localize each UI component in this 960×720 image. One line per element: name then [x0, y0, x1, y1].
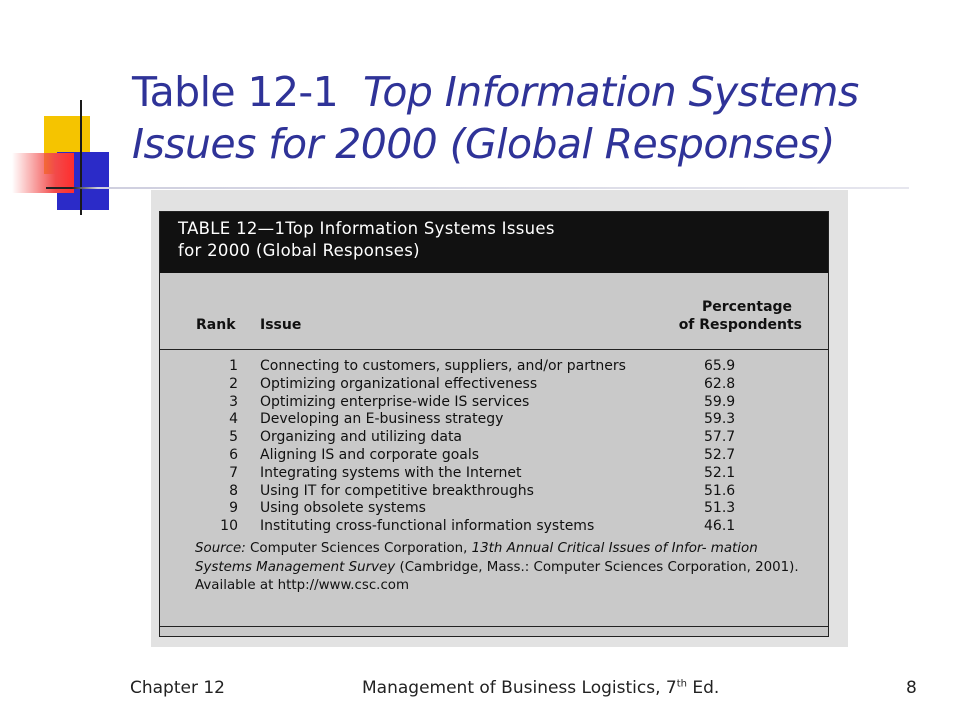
issue-cell: Using obsolete systems: [260, 500, 426, 517]
percentage-cell: 52.7: [704, 446, 736, 463]
table-row: [160, 358, 828, 376]
source-survey-title: 13th Annual Critical Issues of Infor- mation Systems Management Survey: [195, 541, 758, 575]
table-row: [160, 376, 828, 394]
footer-chapter: Chapter 12: [130, 678, 226, 698]
column-header-percentage-line2: of Respondents: [678, 317, 802, 333]
table-header-bar: [160, 212, 828, 273]
source-label: Source:: [195, 541, 246, 556]
rank-cell: 3: [229, 393, 238, 410]
table-row: [160, 394, 828, 412]
table-row: [160, 465, 828, 483]
percentage-cell: 62.8: [704, 375, 736, 392]
table-rule-bottom: [160, 626, 828, 627]
issue-cell: Organizing and utilizing data: [260, 429, 463, 446]
title-underline: [46, 187, 909, 189]
decor-vertical-line: [80, 100, 82, 215]
table-caption-line2: for 2000 (Global Responses): [178, 241, 420, 260]
percentage-cell: 65.9: [704, 358, 736, 374]
table-row: [160, 429, 828, 447]
table-row: [160, 447, 828, 465]
footer-book-title-sup: th: [676, 678, 687, 690]
issue-cell: Instituting cross-functional information systems: [260, 518, 595, 535]
source-text-1: Computer Sciences Corporation,: [245, 541, 472, 556]
slide-title-plain: Table 12-1: [132, 68, 339, 116]
footer-book-title: [362, 678, 719, 698]
rank-cell: 2: [229, 375, 238, 392]
rank-cell: 4: [229, 411, 238, 428]
issue-cell: Integrating systems with the Internet: [260, 464, 522, 481]
rank-cell: 1: [229, 358, 238, 374]
rank-cell: 10: [220, 518, 238, 535]
rank-cell: 5: [229, 429, 238, 446]
table-row: [160, 483, 828, 501]
percentage-cell: 51.3: [704, 500, 736, 517]
percentage-cell: 46.1: [704, 518, 736, 535]
column-header-rank: Rank: [196, 317, 236, 333]
percentage-cell: 59.9: [704, 393, 736, 410]
table-row: [160, 518, 828, 536]
table-row: [160, 411, 828, 429]
table-source-note: [195, 540, 815, 596]
slide-title-italic: Top Information Systems Issues for 2000 (Global Responses): [132, 68, 859, 168]
rank-cell: 9: [229, 500, 238, 517]
source-text-2: (Cambridge, Mass.: Computer Sciences Corporation, 2001). Available at http://www.csc.com: [195, 559, 799, 593]
percentage-cell: 51.6: [704, 482, 736, 499]
rank-cell: 6: [229, 446, 238, 463]
column-header-issue: Issue: [260, 317, 302, 333]
table-rule-top: [160, 349, 828, 350]
issue-cell: Connecting to customers, suppliers, and/or partners: [260, 358, 626, 374]
rank-cell: 8: [229, 482, 238, 499]
table-caption-line1: TABLE 12—1Top Information Systems Issues: [178, 219, 555, 238]
issue-cell: Using IT for competitive breakthroughs: [260, 482, 534, 499]
issue-cell: Optimizing organizational effectiveness: [260, 375, 538, 392]
percentage-cell: 52.1: [704, 464, 736, 481]
footer-book-title-end: Ed.: [686, 678, 720, 698]
issue-cell: Developing an E-business strategy: [260, 411, 504, 428]
percentage-cell: 59.3: [704, 411, 736, 428]
table-body: [160, 358, 828, 536]
slide-title: [132, 66, 942, 170]
footer-book-title-main: Management of Business Logistics, 7: [362, 678, 677, 698]
table-row: [160, 500, 828, 518]
issue-cell: Aligning IS and corporate goals: [260, 446, 480, 463]
issues-table: [159, 211, 829, 637]
issue-cell: Optimizing enterprise-wide IS services: [260, 393, 530, 410]
rank-cell: 7: [229, 464, 238, 481]
column-header-percentage-line1: Percentage: [701, 299, 793, 315]
percentage-cell: 57.7: [704, 429, 736, 446]
footer-page-number: 8: [906, 678, 917, 698]
